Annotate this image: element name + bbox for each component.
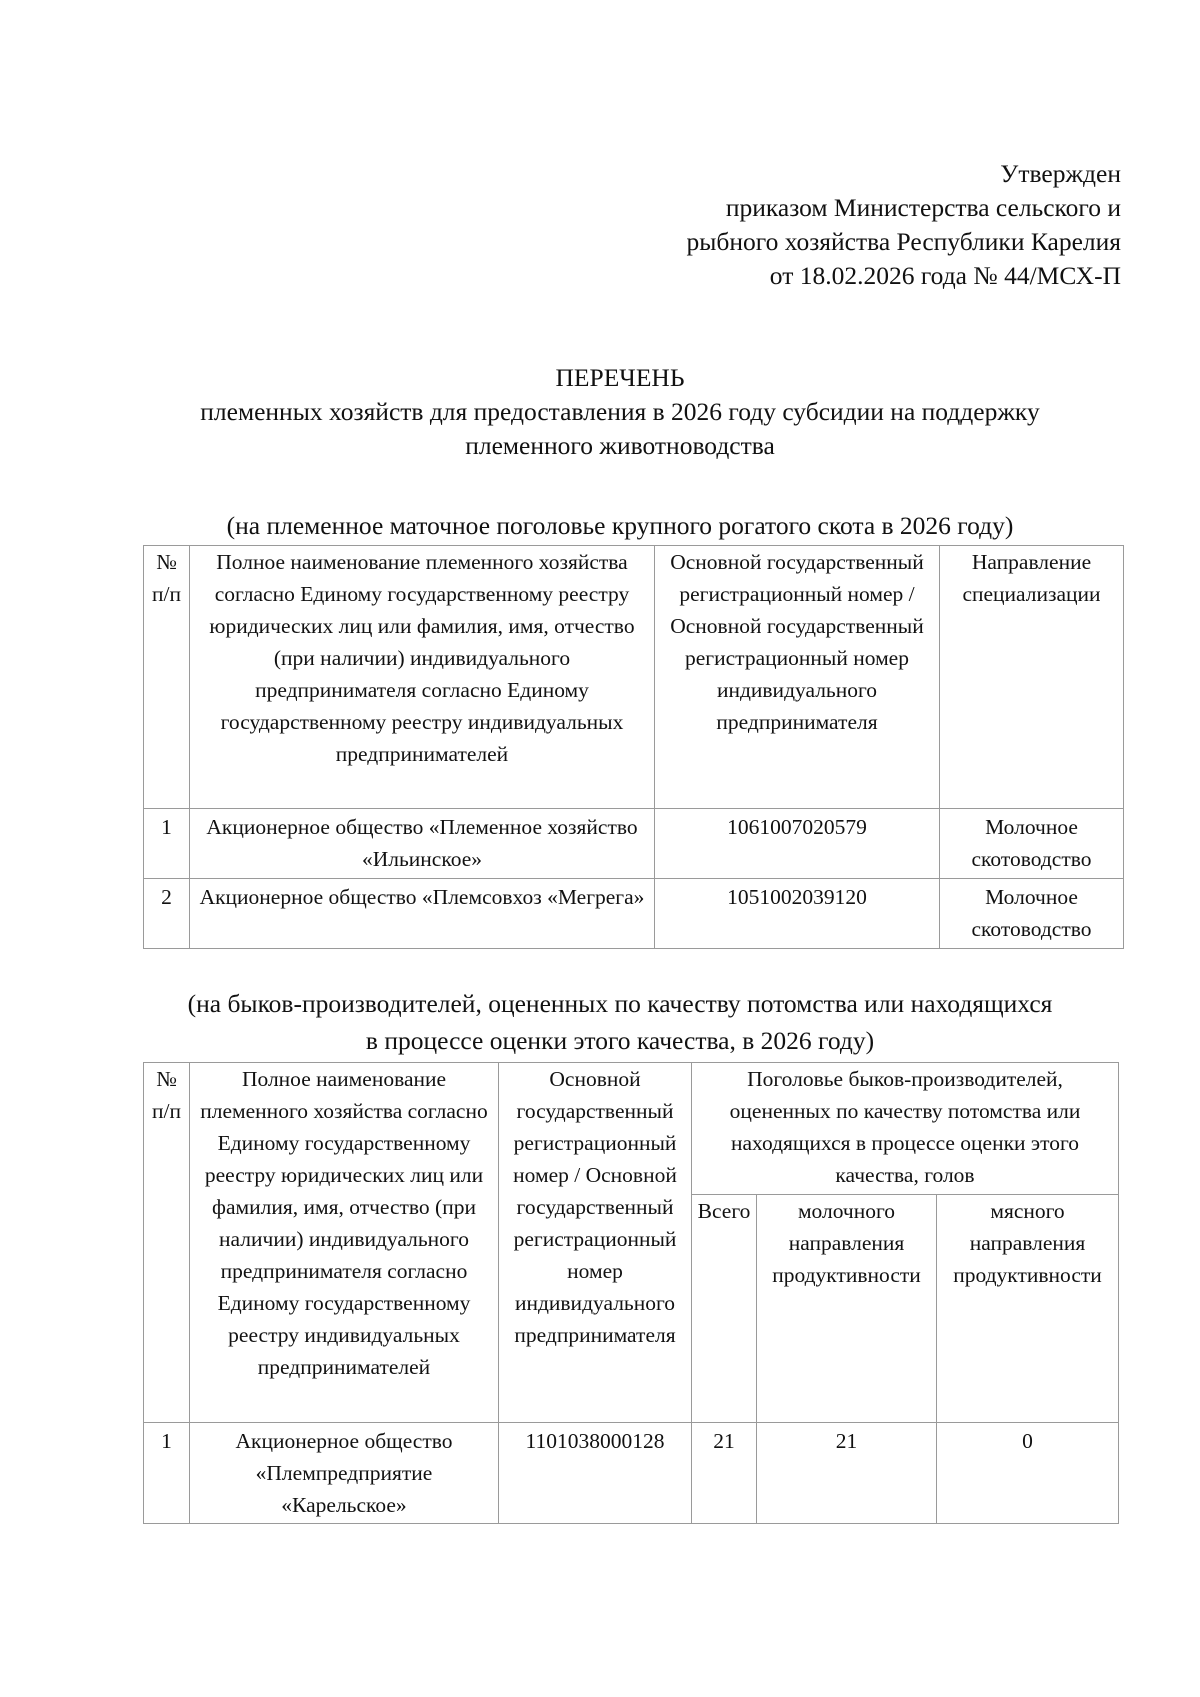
header-num: № п/п xyxy=(144,1063,190,1423)
bulls-table xyxy=(143,1062,1119,1524)
header-num: № п/п xyxy=(144,546,190,809)
row-ogrn: 1061007020579 xyxy=(655,809,940,879)
section2-caption-line-2: в процессе оценки этого качества, в 2026 году) xyxy=(365,1026,875,1055)
table-row xyxy=(144,1423,1119,1524)
cattle-table xyxy=(143,545,1124,949)
table-row xyxy=(144,809,1124,879)
approval-line-1: Утвержден xyxy=(1000,159,1121,188)
title-line-2: племенного животноводства xyxy=(465,431,775,460)
title-line-1: племенных хозяйств для предоставления в 2026 году субсидии на поддержку xyxy=(200,397,1040,426)
row-ogrn: 1101038000128 xyxy=(499,1423,692,1524)
row-meat: 0 xyxy=(937,1423,1119,1524)
row-name: Акционерное общество «Племенное хозяйство «Ильинское» xyxy=(190,809,655,879)
header-specialization: Направление специализации xyxy=(940,546,1124,809)
row-specialization: Молочное скотоводство xyxy=(940,809,1124,879)
section1-caption: (на племенное маточное поголовье крупного рогатого скота в 2026 году) xyxy=(226,511,1014,540)
row-total: 21 xyxy=(692,1423,757,1524)
table-header-row xyxy=(144,546,1124,809)
approval-line-3: рыбного хозяйства Республики Карелия xyxy=(686,227,1121,256)
header-meat: мясного направления продуктивности xyxy=(937,1195,1119,1423)
title-heading: ПЕРЕЧЕНЬ xyxy=(555,363,685,392)
row-specialization: Молочное скотоводство xyxy=(940,879,1124,949)
header-total: Всего xyxy=(692,1195,757,1423)
approval-block xyxy=(687,157,1122,293)
row-name: Акционерное общество «Племсовхоз «Мегрега» xyxy=(190,879,655,949)
header-livestock: Поголовье быков-производителей, оцененных по качеству потомства или находящихся в процессе оценки этого качества, голов xyxy=(692,1063,1119,1195)
table-row xyxy=(144,879,1124,949)
document-title xyxy=(130,361,1110,463)
row-dairy: 21 xyxy=(757,1423,937,1524)
row-num: 2 xyxy=(144,879,190,949)
table-header-row xyxy=(144,1063,1119,1195)
approval-line-2: приказом Министерства сельского и xyxy=(725,193,1121,222)
row-ogrn: 1051002039120 xyxy=(655,879,940,949)
header-name: Полное наименование племенного хозяйства согласно Единому государственному реестру юридических лиц или фамилия, имя, отчество (при наличии) индивидуального предпринимателя согласно Единому государственному реестру индивидуальных предпринимателей xyxy=(190,546,655,809)
section2-caption xyxy=(130,985,1110,1059)
row-num: 1 xyxy=(144,1423,190,1524)
approval-line-4: от 18.02.2026 года № 44/МСХ-П xyxy=(769,261,1121,290)
header-dairy: молочного направления продуктивности xyxy=(757,1195,937,1423)
row-name: Акционерное общество «Племпредприятие «Карельское» xyxy=(190,1423,499,1524)
row-num: 1 xyxy=(144,809,190,879)
section2-caption-line-1: (на быков-производителей, оцененных по качеству потомства или находящихся xyxy=(187,989,1053,1018)
header-name: Полное наименование племенного хозяйства согласно Единому государственному реестру юридических лиц или фамилия, имя, отчество (при наличии) индивидуального предпринимателя согласно Единому государственному реестру индивидуальных предпринимателей xyxy=(190,1063,499,1423)
header-ogrn: Основной государственный регистрационный номер / Основной государственный регистрационный номер индивидуального предпринимателя xyxy=(499,1063,692,1423)
header-ogrn: Основной государственный регистрационный номер / Основной государственный регистрационный номер индивидуального предпринимателя xyxy=(655,546,940,809)
